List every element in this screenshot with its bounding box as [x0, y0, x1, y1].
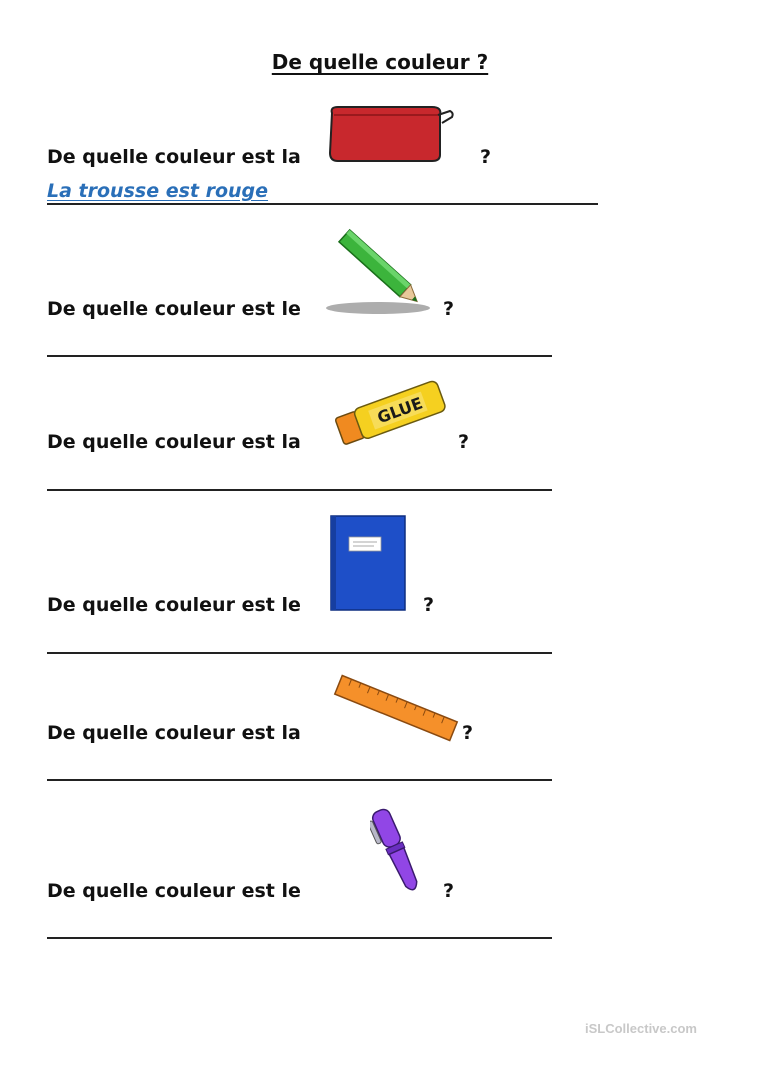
answer-line-1[interactable]	[47, 203, 598, 205]
question-4-mark: ?	[423, 594, 435, 616]
ruler-icon	[330, 672, 462, 744]
question-5-mark: ?	[462, 722, 474, 744]
question-3-mark: ?	[458, 431, 470, 453]
answer-line-4[interactable]	[47, 652, 552, 654]
question-3-text: De quelle couleur est la	[47, 431, 301, 453]
page-title: De quelle couleur ?	[271, 50, 489, 74]
question-1-mark: ?	[480, 146, 492, 168]
question-5-text: De quelle couleur est la	[47, 722, 301, 744]
notebook-icon	[330, 515, 406, 611]
question-1-text: De quelle couleur est la	[47, 146, 301, 168]
question-4-text: De quelle couleur est le	[47, 594, 301, 616]
answer-line-6[interactable]	[47, 937, 552, 939]
pencil-case-icon	[326, 103, 458, 165]
pen-icon	[370, 803, 424, 901]
answer-line-5[interactable]	[47, 779, 552, 781]
watermark: iSLCollective.com	[585, 1021, 697, 1036]
glue-stick-icon	[330, 377, 452, 447]
pencil-icon	[318, 226, 430, 320]
question-6-mark: ?	[443, 880, 455, 902]
glue-label: GLUE	[374, 393, 426, 428]
question-6-text: De quelle couleur est le	[47, 880, 301, 902]
question-2-text: De quelle couleur est le	[47, 298, 301, 320]
answer-line-3[interactable]	[47, 489, 552, 491]
question-1-answer: La trousse est rouge	[47, 180, 269, 202]
question-2-mark: ?	[443, 298, 455, 320]
answer-line-2[interactable]	[47, 355, 552, 357]
